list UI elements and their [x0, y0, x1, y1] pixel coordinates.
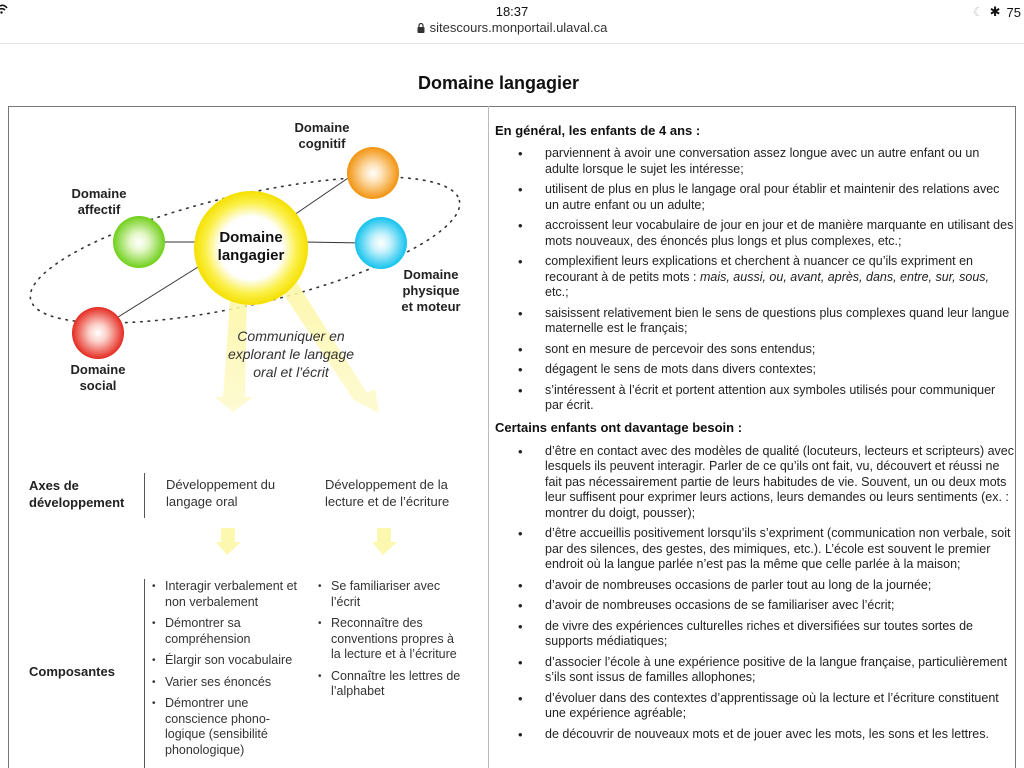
general-list — [495, 146, 1015, 414]
list-item: • Démontrer une conscience phono-logique (sensibilité phonologique) — [150, 696, 300, 758]
down-arrow-oral-icon — [216, 528, 241, 555]
list-item: • Démontrer sa compréhension — [150, 616, 300, 647]
list-item: • Reconnaître des conventions propres à la lecture et à l’écriture — [316, 616, 466, 663]
list-item: • Élargir son vocabulaire — [150, 653, 300, 669]
list-item: • utilisent de plus en plus le langage oral pour établir et maintenir des relations avec un autre enfant ou un adulte; — [495, 182, 1015, 213]
list-item: • Connaître les lettres de l’alphabet — [316, 669, 466, 700]
domain-diagram — [9, 107, 487, 768]
clock: 18:37 — [495, 4, 529, 19]
page-title: Domaine langagier — [417, 73, 580, 93]
label-domaine-social: Domaine social — [70, 362, 126, 393]
list-item: • Interagir verbalement et non verbalement — [150, 579, 300, 610]
list-item: • d’avoir de nombreuses occasions de se familiariser avec l’écrit; — [495, 598, 1015, 614]
list-item: • d’avoir de nombreuses occasions de parler tout au long de la journée; — [495, 578, 1015, 594]
toolbar-divider — [0, 43, 1024, 44]
list-item: • d’être accueillis positivement lorsqu’ils s’expriment (communication non verbale, soit par des silences, des gestes, des mimiques, etc.). L’école est souvent le premier endroit où la langue parlée n’est pas la même que celle parlée à la maison; — [495, 526, 1015, 573]
list-item: • d’évoluer dans des contextes d’apprentissage où la lecture et l’écriture constituent une expérience agréable; — [495, 691, 1015, 722]
composantes-title: Composantes — [29, 664, 115, 679]
list-item: • dégagent le sens de mots dans divers contextes; — [495, 362, 1015, 378]
social-circle — [72, 307, 124, 359]
battery-level: 75 — [1006, 4, 1021, 20]
list-item: • s’intéressent à l’écrit et portent attention aux symboles utilisés pour communiquer par écrit. — [495, 383, 1015, 414]
address-bar[interactable] — [0, 20, 1024, 40]
list-item: • sont en mesure de percevoir des sons entendus; — [495, 342, 1015, 358]
section-heading-general: En général, les enfants de 4 ans : — [495, 123, 701, 138]
composantes-divider — [144, 579, 145, 768]
list-item: • Se familiariser avec l’écrit — [316, 579, 466, 610]
list-item: • saisissent relativement bien le sens de questions plus complexes quand leur langue maternelle est le français; — [495, 306, 1015, 337]
physique-circle — [355, 217, 407, 269]
axis-ecrit: Développement de la lecture et de l’écriture — [325, 477, 450, 509]
label-domaine-affectif: Domaine affectif — [71, 186, 127, 217]
list-item: • complexifient leurs explications et cherchent à nuancer ce qu’ils expriment en recourant à de petits mots : mais, aussi, ou, avant, après, dans, entre, sur, sous, etc.; — [495, 254, 1015, 301]
list-item: • de vivre des expériences culturelles riches et diversifiées sur toutes sortes de supports médiatiques; — [495, 619, 1015, 650]
bluetooth-icon: ✱ — [989, 4, 1001, 19]
label-domaine-physique: Domaine physique et moteur — [401, 267, 461, 314]
section-heading-besoin: Certains enfants ont davantage besoin : — [495, 419, 743, 435]
url-text: sitescours.monportail.ulaval.ca — [429, 20, 608, 35]
diagram-caption: Communiquer en explorant le langage oral et l’écrit — [227, 328, 355, 380]
besoin-list — [495, 444, 1015, 743]
cognitif-circle — [347, 147, 399, 199]
list-item: • parviennent à avoir une conversation assez longue avec un autre enfant ou un adulte lorsque le sujet les intéresse; — [495, 146, 1015, 177]
axes-divider — [144, 473, 145, 518]
label-domaine-langagier: Domaine langagier — [217, 229, 285, 264]
label-domaine-cognitif: Domaine cognitif — [294, 120, 350, 151]
list-item: • d’associer l’école à une expérience positive de la langue française, particulièrement s’ils sont issus de familles allophones; — [495, 655, 1015, 686]
list-item: • d’être en contact avec des modèles de qualité (locuteurs, lecteurs et scripteurs) avec lesquels ils peuvent interagir. Parler de ce qu’ils ont fait, vu, découvert et réussi ne fait pas nécessairement partie de leurs habitudes de vie. Souvent, un ou deux mots leur suffisent pour exprimer leurs actions, leurs demandes ou leurs sentiments (ex. : montrer du doigt, pousser); — [495, 444, 1015, 522]
composantes-ecrit-list — [316, 579, 466, 706]
status-icons — [973, 4, 1021, 20]
list-item: • de découvrir de nouveaux mots et de jouer avec les mots, les sons et les lettres. — [495, 727, 1015, 743]
column-divider — [488, 106, 489, 768]
affectif-circle — [113, 216, 165, 268]
lock-icon — [417, 23, 425, 33]
list-item: • Varier ses énoncés — [150, 675, 300, 691]
list-item: • accroissent leur vocabulaire de jour en jour et de manière marquante en utilisant des mots nouveaux, des énoncés plus longs et plus complexes, etc.; — [495, 218, 1015, 249]
down-arrow-ecrit-icon — [372, 528, 397, 555]
description-column — [495, 123, 1015, 747]
axes-title: Axes de développement — [29, 478, 125, 510]
axis-oral: Développement du langage oral — [166, 477, 276, 509]
composantes-oral-list — [150, 579, 300, 764]
status-bar — [0, 0, 1024, 22]
moon-icon: ☾ — [972, 5, 984, 19]
